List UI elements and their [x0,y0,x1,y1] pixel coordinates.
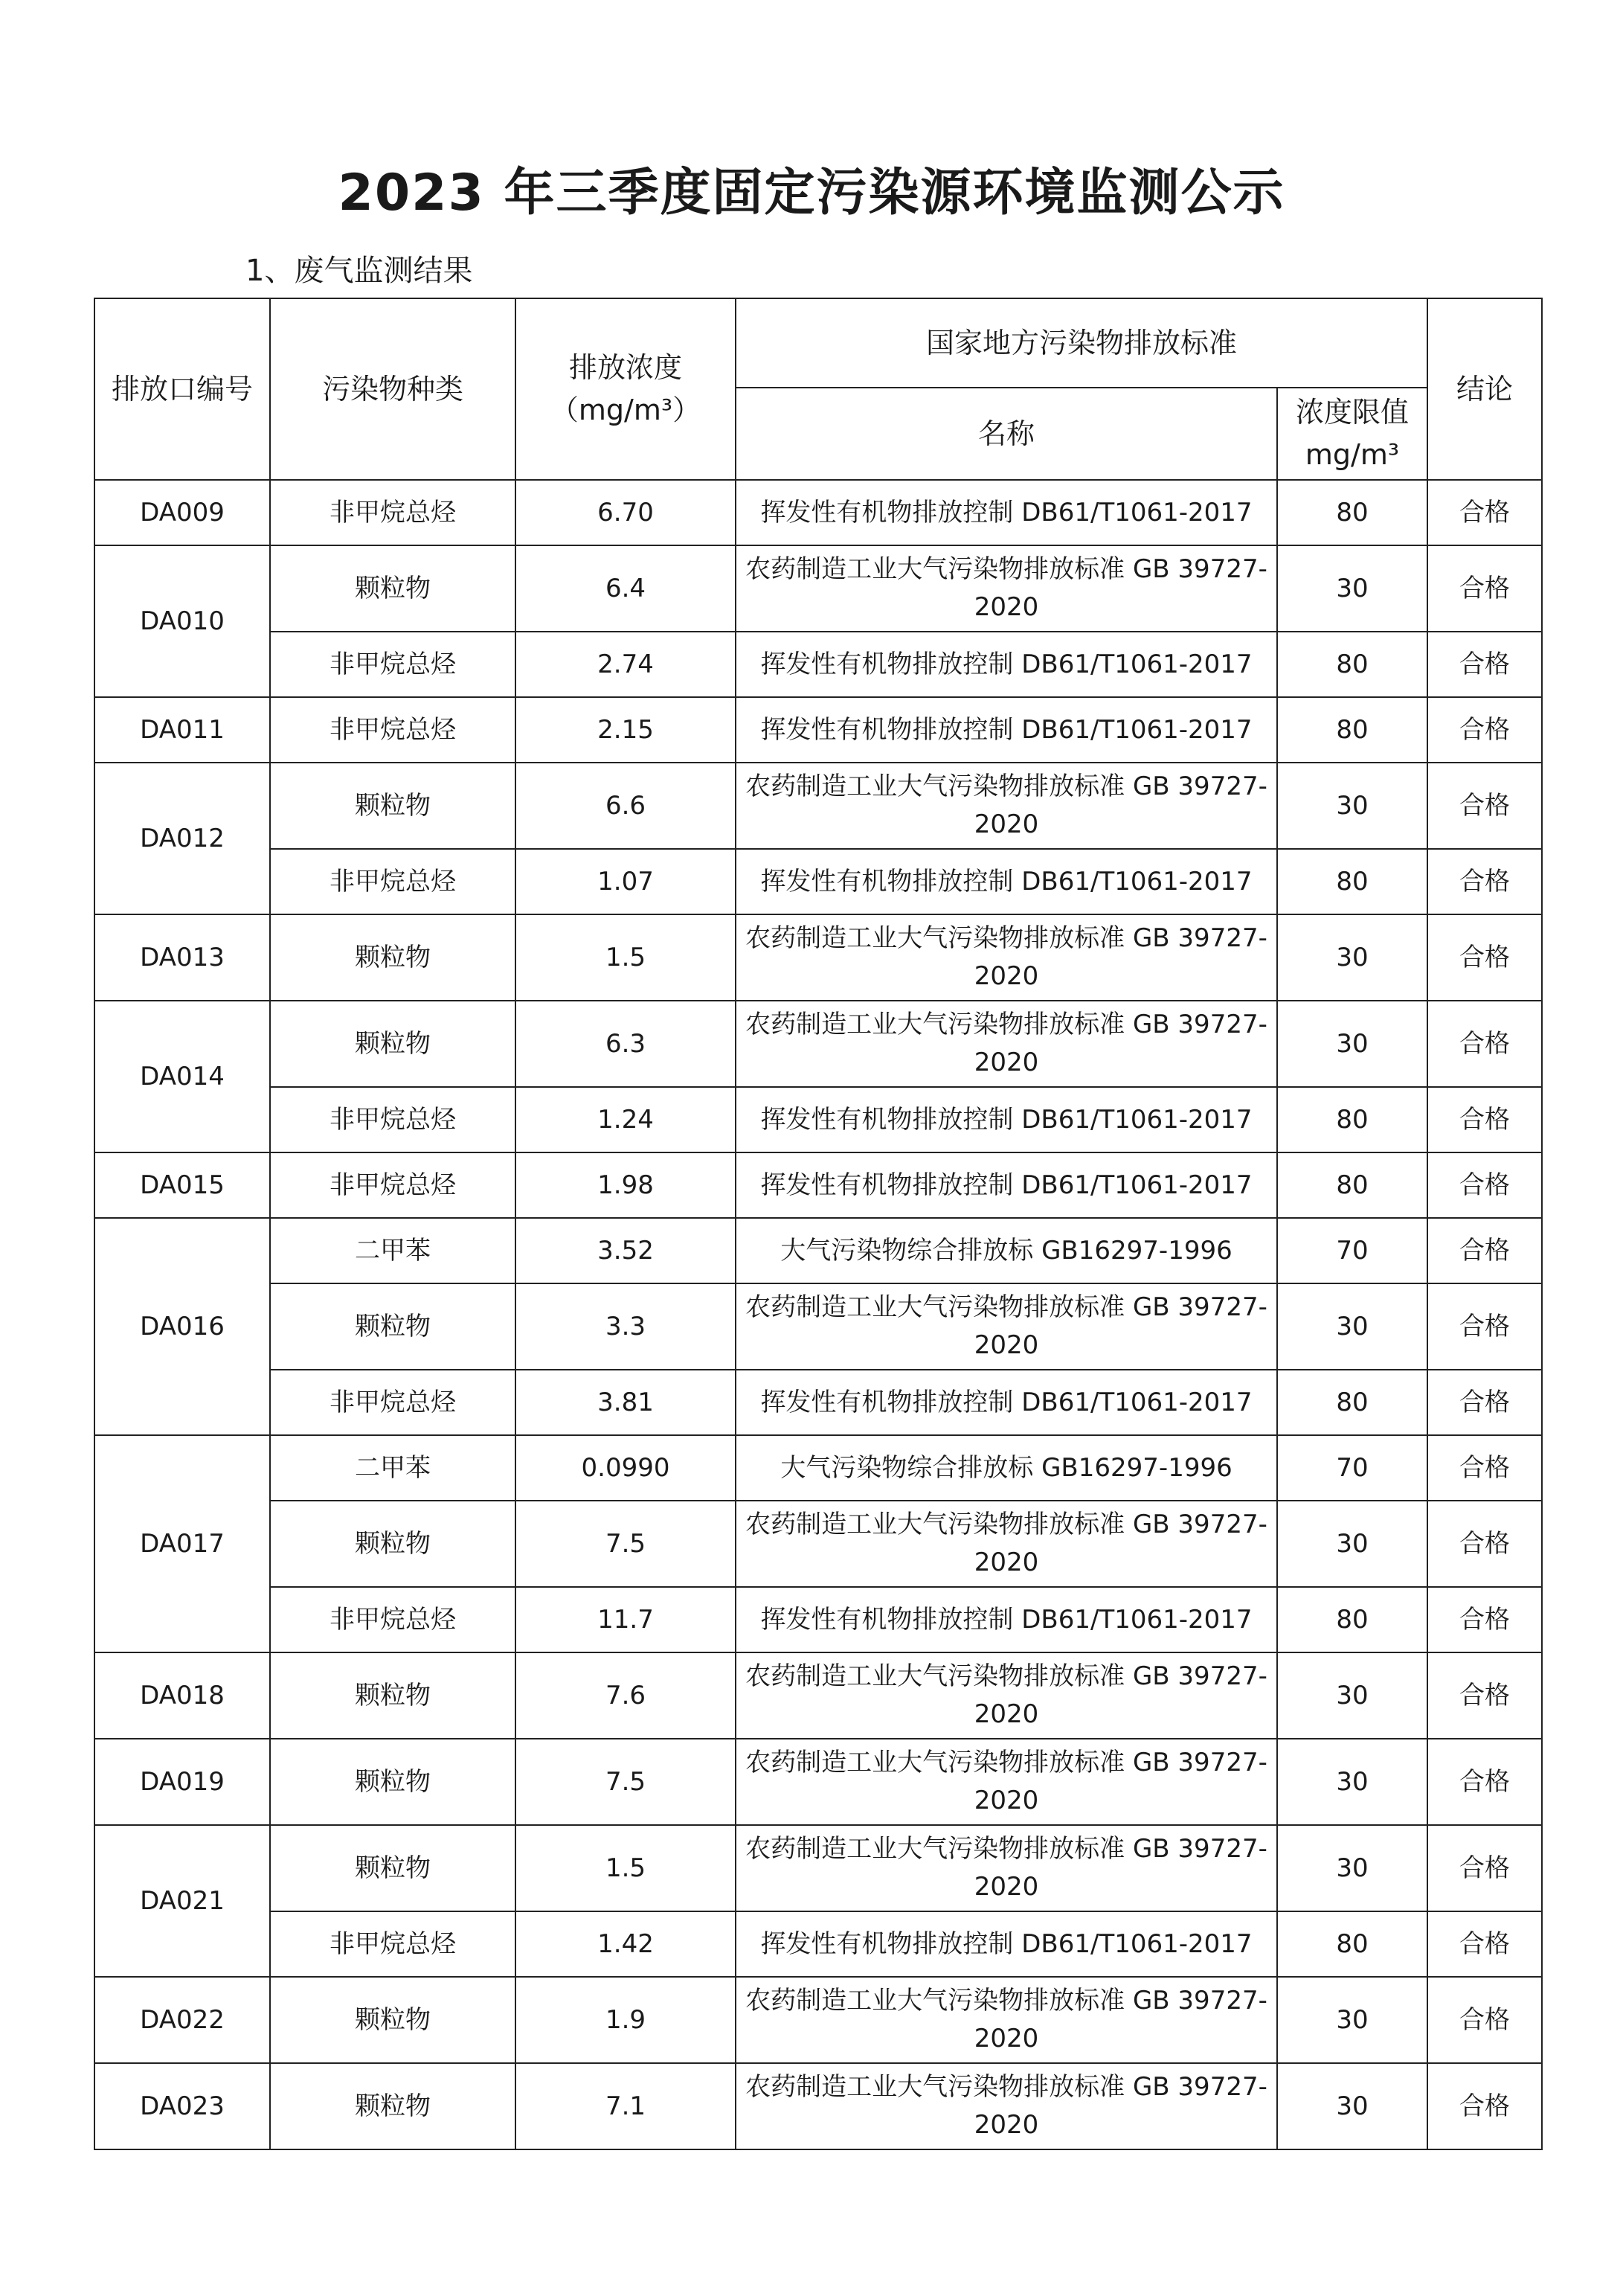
table-row [94,1087,1542,1152]
limit-cell: 30 [1277,763,1427,849]
header-pollutant: 污染物种类 [270,298,515,480]
limit-cell: 30 [1277,1652,1427,1739]
conclusion-cell: 合格 [1427,1001,1542,1087]
standard-name-cell: 挥发性有机物排放控制 DB61/T1061-2017 [736,632,1277,697]
pollutant-cell: 非甲烷总烃 [270,849,515,914]
limit-cell: 70 [1277,1435,1427,1501]
outlet-cell: DA022 [94,1977,270,2063]
standard-name-cell: 大气污染物综合排放标 GB16297-1996 [736,1435,1277,1501]
standard-name-cell: 农药制造工业大气污染物排放标准 GB 39727-2020 [736,1001,1277,1087]
limit-cell: 80 [1277,849,1427,914]
conclusion-cell: 合格 [1427,1739,1542,1825]
concentration-cell: 1.9 [515,1977,736,2063]
conclusion-cell: 合格 [1427,1587,1542,1652]
concentration-cell: 11.7 [515,1587,736,1652]
header-outlet: 排放口编号 [94,298,270,480]
table-row [94,545,1542,632]
limit-cell: 30 [1277,1977,1427,2063]
table-row [94,914,1542,1001]
concentration-cell: 7.6 [515,1652,736,1739]
standard-name-cell: 挥发性有机物排放控制 DB61/T1061-2017 [736,1370,1277,1435]
standard-name-cell: 农药制造工业大气污染物排放标准 GB 39727-2020 [736,1825,1277,1911]
outlet-cell: DA010 [94,545,270,697]
pollutant-cell: 颗粒物 [270,1283,515,1370]
pollutant-cell: 非甲烷总烃 [270,480,515,545]
pollutant-cell: 二甲苯 [270,1435,515,1501]
limit-cell: 30 [1277,1001,1427,1087]
table-row [94,1218,1542,1283]
conclusion-cell: 合格 [1427,1370,1542,1435]
concentration-cell: 6.3 [515,1001,736,1087]
concentration-cell: 1.98 [515,1152,736,1218]
pollutant-cell: 颗粒物 [270,1825,515,1911]
table-row [94,1652,1542,1739]
outlet-cell: DA023 [94,2063,270,2149]
concentration-cell: 2.15 [515,697,736,763]
section-title: 1、废气监测结果 [245,254,473,288]
limit-cell: 80 [1277,1152,1427,1218]
standard-name-cell: 农药制造工业大气污染物排放标准 GB 39727-2020 [736,2063,1277,2149]
concentration-cell: 6.6 [515,763,736,849]
table-row [94,1911,1542,1977]
limit-cell: 30 [1277,2063,1427,2149]
conclusion-cell: 合格 [1427,1283,1542,1370]
pollutant-cell: 非甲烷总烃 [270,697,515,763]
pollutant-cell: 颗粒物 [270,1739,515,1825]
outlet-cell: DA015 [94,1152,270,1218]
conclusion-cell: 合格 [1427,914,1542,1001]
conclusion-cell: 合格 [1427,1435,1542,1501]
table-row [94,1587,1542,1652]
concentration-cell: 1.42 [515,1911,736,1977]
limit-cell: 80 [1277,1087,1427,1152]
outlet-cell: DA021 [94,1825,270,1977]
concentration-cell: 7.5 [515,1501,736,1587]
concentration-cell: 2.74 [515,632,736,697]
pollutant-cell: 非甲烷总烃 [270,1911,515,1977]
table-row [94,1001,1542,1087]
header-standard-group: 国家地方污染物排放标准 [736,298,1427,388]
header-concentration [515,298,736,480]
conclusion-cell: 合格 [1427,545,1542,632]
table-row [94,1501,1542,1587]
outlet-cell: DA017 [94,1435,270,1652]
conclusion-cell: 合格 [1427,1911,1542,1977]
table-row [94,1435,1542,1501]
standard-name-cell: 挥发性有机物排放控制 DB61/T1061-2017 [736,1087,1277,1152]
header-concentration-label: 排放浓度 [568,351,682,384]
pollutant-cell: 颗粒物 [270,914,515,1001]
standard-name-cell: 农药制造工业大气污染物排放标准 GB 39727-2020 [736,914,1277,1001]
limit-cell: 30 [1277,1501,1427,1587]
pollutant-cell: 颗粒物 [270,763,515,849]
limit-cell: 30 [1277,914,1427,1001]
limit-cell: 80 [1277,697,1427,763]
pollutant-cell: 颗粒物 [270,1977,515,2063]
concentration-cell: 1.24 [515,1087,736,1152]
standard-name-cell: 挥发性有机物排放控制 DB61/T1061-2017 [736,1587,1277,1652]
limit-cell: 80 [1277,1587,1427,1652]
monitoring-results-table [94,298,1543,2150]
limit-cell: 80 [1277,632,1427,697]
concentration-cell: 3.81 [515,1370,736,1435]
standard-name-cell: 农药制造工业大气污染物排放标准 GB 39727-2020 [736,1501,1277,1587]
concentration-cell: 1.07 [515,849,736,914]
conclusion-cell: 合格 [1427,1652,1542,1739]
pollutant-cell: 非甲烷总烃 [270,1370,515,1435]
pollutant-cell: 颗粒物 [270,2063,515,2149]
pollutant-cell: 颗粒物 [270,1001,515,1087]
limit-cell: 30 [1277,545,1427,632]
table-row [94,1977,1542,2063]
header-limit-label: 浓度限值 [1296,396,1410,429]
table-row [94,1739,1542,1825]
table-row [94,2063,1542,2149]
concentration-cell: 7.5 [515,1739,736,1825]
standard-name-cell: 农药制造工业大气污染物排放标准 GB 39727-2020 [736,545,1277,632]
standard-name-cell: 挥发性有机物排放控制 DB61/T1061-2017 [736,849,1277,914]
concentration-cell: 6.4 [515,545,736,632]
conclusion-cell: 合格 [1427,1152,1542,1218]
pollutant-cell: 非甲烷总烃 [270,1087,515,1152]
conclusion-cell: 合格 [1427,2063,1542,2149]
standard-name-cell: 挥发性有机物排放控制 DB61/T1061-2017 [736,480,1277,545]
conclusion-cell: 合格 [1427,480,1542,545]
limit-cell: 30 [1277,1739,1427,1825]
pollutant-cell: 非甲烷总烃 [270,1152,515,1218]
table-row [94,1283,1542,1370]
outlet-cell: DA013 [94,914,270,1001]
standard-name-cell: 农药制造工业大气污染物排放标准 GB 39727-2020 [736,1739,1277,1825]
header-limit-unit: mg/m³ [1305,438,1400,471]
outlet-cell: DA012 [94,763,270,914]
table-row [94,632,1542,697]
outlet-cell: DA016 [94,1218,270,1435]
pollutant-cell: 二甲苯 [270,1218,515,1283]
outlet-cell: DA009 [94,480,270,545]
table-row [94,1370,1542,1435]
header-limit [1277,388,1427,480]
conclusion-cell: 合格 [1427,849,1542,914]
conclusion-cell: 合格 [1427,1825,1542,1911]
limit-cell: 70 [1277,1218,1427,1283]
table-header [94,298,1542,480]
conclusion-cell: 合格 [1427,763,1542,849]
standard-name-cell: 农药制造工业大气污染物排放标准 GB 39727-2020 [736,1283,1277,1370]
standard-name-cell: 农药制造工业大气污染物排放标准 GB 39727-2020 [736,1652,1277,1739]
table-row [94,697,1542,763]
pollutant-cell: 非甲烷总烃 [270,632,515,697]
standard-name-cell: 挥发性有机物排放控制 DB61/T1061-2017 [736,1152,1277,1218]
conclusion-cell: 合格 [1427,632,1542,697]
standard-name-cell: 农药制造工业大气污染物排放标准 GB 39727-2020 [736,763,1277,849]
standard-name-cell: 大气污染物综合排放标 GB16297-1996 [736,1218,1277,1283]
header-conclusion: 结论 [1427,298,1542,480]
concentration-cell: 1.5 [515,1825,736,1911]
conclusion-cell: 合格 [1427,1977,1542,2063]
conclusion-cell: 合格 [1427,697,1542,763]
concentration-cell: 6.70 [515,480,736,545]
table-body [94,480,1542,2149]
pollutant-cell: 颗粒物 [270,545,515,632]
table-row [94,1825,1542,1911]
table-row [94,480,1542,545]
conclusion-cell: 合格 [1427,1087,1542,1152]
limit-cell: 80 [1277,1911,1427,1977]
concentration-cell: 0.0990 [515,1435,736,1501]
concentration-cell: 3.52 [515,1218,736,1283]
concentration-cell: 3.3 [515,1283,736,1370]
table-row [94,763,1542,849]
concentration-cell: 7.1 [515,2063,736,2149]
standard-name-cell: 挥发性有机物排放控制 DB61/T1061-2017 [736,697,1277,763]
limit-cell: 80 [1277,1370,1427,1435]
outlet-cell: DA014 [94,1001,270,1152]
header-standard-name: 名称 [736,388,1277,480]
outlet-cell: DA019 [94,1739,270,1825]
conclusion-cell: 合格 [1427,1218,1542,1283]
limit-cell: 30 [1277,1283,1427,1370]
pollutant-cell: 颗粒物 [270,1501,515,1587]
table-row [94,849,1542,914]
outlet-cell: DA018 [94,1652,270,1739]
header-concentration-unit: （mg/m³） [550,394,701,426]
outlet-cell: DA011 [94,697,270,763]
table-row [94,1152,1542,1218]
conclusion-cell: 合格 [1427,1501,1542,1587]
pollutant-cell: 颗粒物 [270,1652,515,1739]
concentration-cell: 1.5 [515,914,736,1001]
pollutant-cell: 非甲烷总烃 [270,1587,515,1652]
page-title: 2023 年三季度固定污染源环境监测公示 [338,164,1285,222]
limit-cell: 30 [1277,1825,1427,1911]
limit-cell: 80 [1277,480,1427,545]
standard-name-cell: 农药制造工业大气污染物排放标准 GB 39727-2020 [736,1977,1277,2063]
standard-name-cell: 挥发性有机物排放控制 DB61/T1061-2017 [736,1911,1277,1977]
